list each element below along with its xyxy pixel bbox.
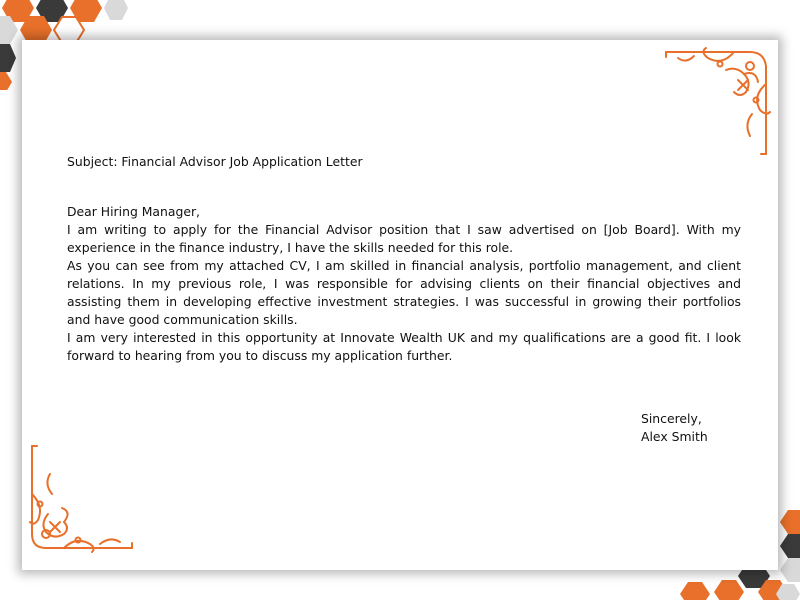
letter-closing: Sincerely, [641,411,702,426]
letter-paragraph: I am writing to apply for the Financial Advisor position that I saw advertised on [Job Board]. With my experience in the finance industry, I have the skills needed for this role. [67,222,741,255]
ornamental-corner-icon [26,444,134,556]
letter-paragraph: I am very interested in this opportunity at Innovate Wealth UK and my qualifications are a good fit. I look forward to hearing from you to discuss my application further. [67,330,741,363]
letter-paragraph: As you can see from my attached CV, I am skilled in financial analysis, portfolio management, and client relations. In my previous role, I was responsible for advising clients on their financial objectives and assisting them in developing effective investment strategies. I was successful in growing their portfolios and have good communication skills. [67,258,741,327]
ornamental-corner-icon [664,44,772,156]
letter-greeting: Dear Hiring Manager, [67,204,200,219]
letter-body [67,153,741,365]
letter-signature: Alex Smith [641,429,708,444]
letter-subject: Subject: Financial Advisor Job Application Letter [67,154,363,169]
letter-page [22,40,778,570]
letter-closing-block [641,410,708,446]
